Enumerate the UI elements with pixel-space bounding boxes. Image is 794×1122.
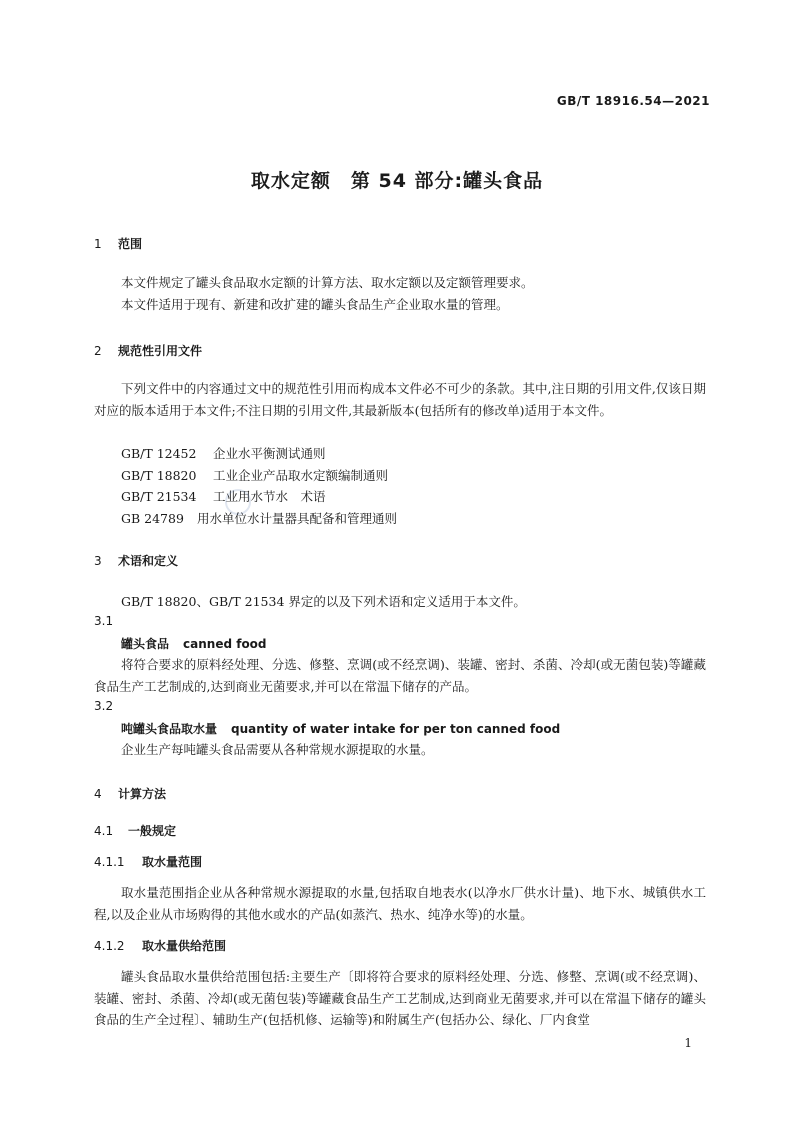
- page-number: 1: [684, 1036, 692, 1050]
- section-number: 4.1.2: [94, 939, 125, 953]
- subsection-4-1-heading: [94, 822, 176, 839]
- section-title: 计算方法: [118, 787, 167, 801]
- subsection-4-1-2-text: 罐头食品取水量供给范围包括:主要生产〔即将符合要求的原料经处理、分选、修整、烹调(或不经烹调)、装罐、密封、杀菌、冷却(或无菌包装)等罐藏食品生产工艺制成,达到商业无菌要求,并可以在常温下储存的罐头食品的生产全过程〕、辅助生产(包括机修、运输等)和附属生产(包括办公、绿化、厂内食堂: [94, 969, 706, 1027]
- reference-code: GB/T 18820: [121, 468, 197, 483]
- section-3-intro: GB/T 18820、GB/T 21534 界定的以及下列术语和定义适用于本文件。: [121, 594, 526, 609]
- term-heading: [121, 635, 267, 652]
- normative-reference: [121, 509, 397, 527]
- term-heading: [121, 720, 560, 737]
- reference-name: 企业水平衡测试通则: [213, 446, 326, 461]
- section-1-para-1: 本文件规定了罐头食品取水定额的计算方法、取水定额以及定额管理要求。: [121, 275, 534, 290]
- normative-reference: [121, 466, 388, 484]
- section-4-heading: [94, 785, 166, 802]
- normative-reference: [121, 444, 326, 462]
- reference-name: 用水单位水计量器具配备和管理通则: [197, 511, 398, 526]
- term-number: 3.2: [94, 699, 114, 713]
- term-definition: 企业生产每吨罐头食品需要从各种常规水源提取的水量。: [121, 742, 434, 757]
- section-2-heading: [94, 342, 202, 359]
- watermark-stamp-icon: [218, 487, 258, 517]
- section-number: 4: [94, 787, 102, 801]
- section-title: 取水量供给范围: [142, 939, 227, 953]
- standard-code: GB/T 18916.54—2021: [556, 94, 710, 108]
- section-number: 2: [94, 344, 102, 358]
- section-3-heading: [94, 552, 178, 569]
- term-definition: 将符合要求的原料经处理、分选、修整、烹调(或不经烹调)、装罐、密封、杀菌、冷却(或无菌包装)等罐藏食品生产工艺制成的,达到商业无菌要求,并可以在常温下储存的产品。: [94, 657, 706, 694]
- subsection-4-1-1-text: 取水量范围指企业从各种常规水源提取的水量,包括取自地表水(以净水厂供水计量)、地下水、城镇供水工程,以及企业从市场购得的其他水或水的产品(如蒸汽、热水、纯净水等)的水量。: [94, 885, 706, 922]
- section-title: 规范性引用文件: [118, 344, 203, 358]
- reference-name: 工业用水节水 术语: [213, 489, 326, 504]
- section-1-para-2: 本文件适用于现有、新建和改扩建的罐头食品生产企业取水量的管理。: [121, 297, 509, 312]
- subsection-4-1-2-heading: [94, 937, 226, 954]
- section-title: 术语和定义: [118, 554, 179, 568]
- term-number: 3.1: [94, 614, 114, 628]
- document-title: 取水定额 第 54 部分:罐头食品: [250, 170, 544, 192]
- term-chinese: 罐头食品: [121, 637, 170, 651]
- subsection-4-1-1-heading: [94, 853, 202, 870]
- term-english: canned food: [183, 637, 267, 651]
- term-chinese: 吨罐头食品取水量: [121, 722, 218, 736]
- section-title: 一般规定: [128, 824, 177, 838]
- section-number: 4.1: [94, 824, 114, 838]
- reference-code: GB/T 21534: [121, 489, 197, 504]
- section-1-heading: [94, 235, 142, 252]
- reference-code: GB 24789: [121, 511, 184, 526]
- term-english: quantity of water intake for per ton canned food: [231, 722, 561, 736]
- section-title: 范围: [118, 237, 143, 251]
- section-2-intro: 下列文件中的内容通过文中的规范性引用而构成本文件必不可少的条款。其中,注日期的引用文件,仅该日期对应的版本适用于本文件;不注日期的引用文件,其最新版本(包括所有的修改单)适用于本文件。: [94, 381, 706, 418]
- reference-code: GB/T 12452: [121, 446, 197, 461]
- section-number: 4.1.1: [94, 855, 125, 869]
- section-number: 3: [94, 554, 102, 568]
- reference-name: 工业企业产品取水定额编制通则: [213, 468, 389, 483]
- section-title: 取水量范围: [142, 855, 203, 869]
- section-number: 1: [94, 237, 102, 251]
